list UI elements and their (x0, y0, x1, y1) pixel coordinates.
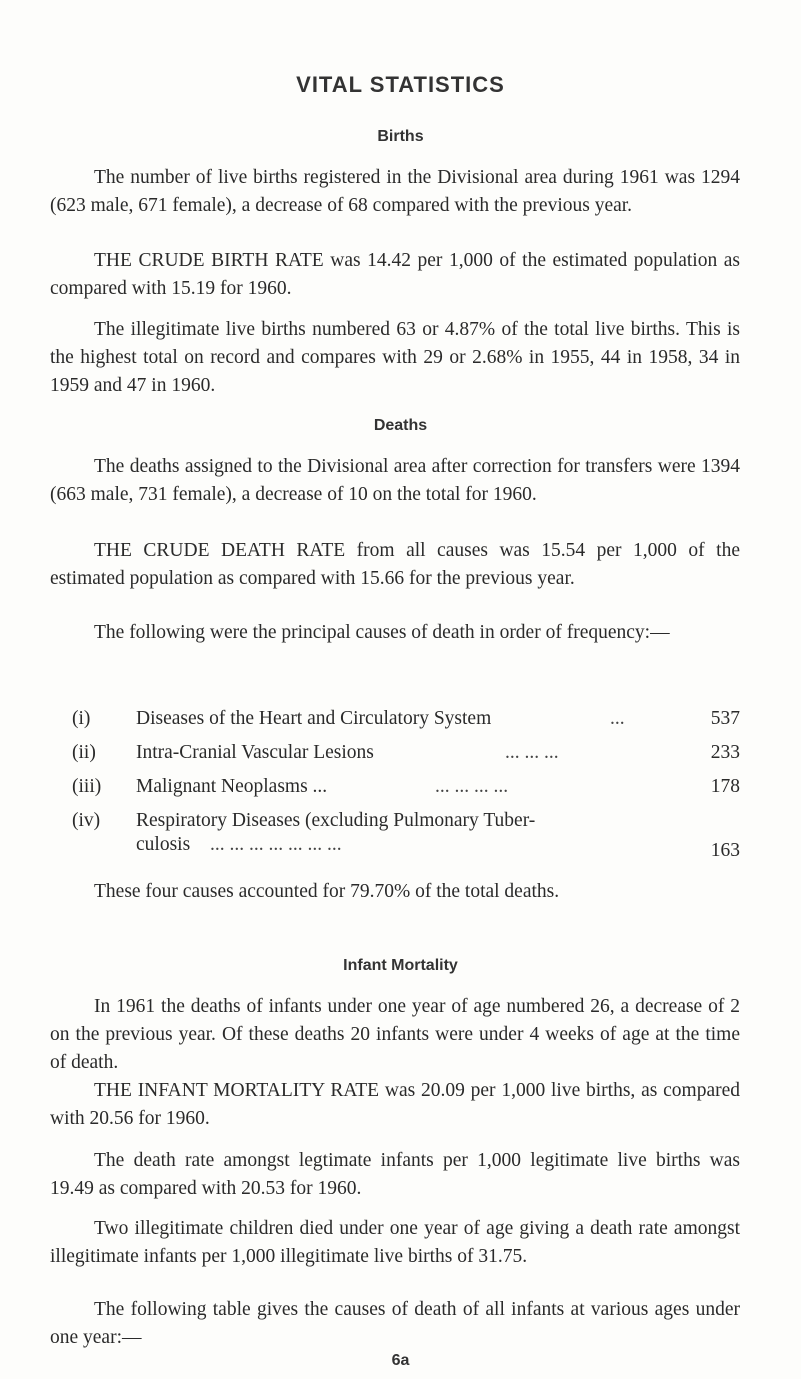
deaths-heading: Deaths (373, 417, 428, 434)
list-item (50, 705, 740, 733)
list-item (50, 773, 740, 801)
cause-number: (ii) (72, 742, 96, 763)
infant-paragraph-4: Two illegitimate children died under one year of age giving a death rate amongst illegitimate infants per 1,000 illegitimate live births of 31.75. (50, 1218, 740, 1267)
births-paragraph-2: THE CRUDE BIRTH RATE was 14.42 per 1,000 of the estimated population as compared with 15.19 for 1960. (50, 250, 740, 299)
leader-dots: ... ... ... (505, 742, 559, 763)
list-item-continuation (50, 831, 740, 859)
page-title: VITAL STATISTICS (296, 72, 505, 97)
infant-paragraph-1: In 1961 the deaths of infants under one year of age numbered 26, a decrease of 2 on the previous year. Of these deaths 20 infants were under 4 weeks of age at the time of death. (50, 996, 740, 1073)
cause-label: Intra-Cranial Vascular Lesions (136, 742, 374, 763)
deaths-summary: These four causes accounted for 79.70% of the total deaths. (94, 881, 560, 902)
infant-paragraph-3: The death rate amongst legtimate infants per 1,000 legitimate live births was 19.49 as compared with 20.53 for 1960. (50, 1150, 740, 1199)
cause-label: Malignant Neoplasms ... (136, 776, 328, 797)
infant-paragraph-2: THE INFANT MORTALITY RATE was 20.09 per 1,000 live births, as compared with 20.56 for 1960. (50, 1080, 740, 1129)
infant-paragraph-5: The following table gives the causes of death of all infants at various ages under one year:— (50, 1299, 740, 1348)
cause-count: 163 (710, 840, 740, 861)
cause-label-continuation: culosis (136, 834, 191, 855)
births-paragraph-3: The illegitimate live births numbered 63 or 4.87% of the total live births. This is the highest total on record and compares with 29 or 2.68% in 1955, 44 in 1958, 34 in 1959 and 47 in 1960. (50, 319, 740, 396)
cause-count: 537 (710, 708, 740, 729)
deaths-paragraph-3: The following were the principal causes of death in order of frequency:— (94, 622, 670, 643)
births-heading: Births (377, 128, 424, 145)
cause-label: Diseases of the Heart and Circulatory System (136, 708, 492, 729)
leader-dots: ... ... ... ... ... ... ... (210, 834, 342, 855)
list-item (50, 739, 740, 767)
cause-count: 178 (710, 776, 740, 797)
deaths-paragraph-2: THE CRUDE DEATH RATE from all causes was 15.54 per 1,000 of the estimated population as compared with 15.66 for the previous year. (50, 540, 740, 589)
cause-number: (iv) (72, 810, 101, 831)
cause-number: (iii) (72, 776, 102, 797)
deaths-paragraph-1: The deaths assigned to the Divisional area after correction for transfers were 1394 (663 male, 731 female), a decrease of 10 on the total for 1960. (50, 456, 740, 505)
page-number: 6a (391, 1352, 410, 1369)
births-paragraph-1: The number of live births registered in the Divisional area during 1961 was 1294 (623 male, 671 female), a decrease of 68 compared with the previous year. (50, 167, 740, 216)
infant-mortality-heading: Infant Mortality (343, 957, 458, 974)
leader-dots: ... ... ... ... (435, 776, 509, 797)
cause-label: Respiratory Diseases (excluding Pulmonary Tuber- (136, 810, 536, 831)
cause-count: 233 (710, 742, 740, 763)
cause-number: (i) (72, 708, 91, 729)
leader-dots: ... (610, 708, 625, 729)
